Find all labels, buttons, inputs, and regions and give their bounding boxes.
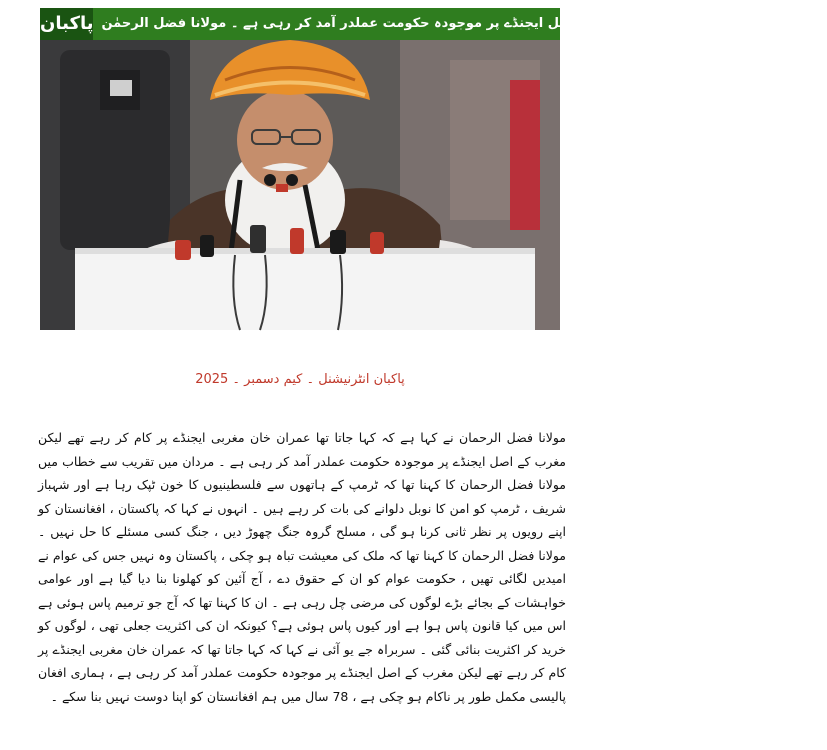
headline-banner (38, 8, 819, 40)
article-body (38, 426, 566, 708)
headline-text: عمران خان کو مغربی ایجنٹ کہتے تھے اصل ایجنڈے پر موجودہ حکومت عملدر آمد کر رہی ہے ۔ مولانا فضل الرحمٰن (101, 16, 819, 31)
brand-label: پاکبان (38, 8, 93, 40)
article-paragraph: مولانا فضل الرحمان نے کہا ہے کہ کہا جاتا تھا عمران خان مغربی ایجنڈے پر کام کر رہے تھے لیکن مغرب کے اصل ایجنڈے پر موجودہ حکومت عملدر آمد کر رہی ہے ۔ مردان میں تقریب سے خطاب میں مولانا فضل الرحمان کا کہنا تھا کہ ٹرمپ کے ہاتھوں سے فلسطینیوں کا خون ٹپک رہا ہے اور شہباز شریف ، ٹرمپ کو امن کا نوبل دلوانے کی بات کر رہے ہیں ۔ انہوں نے کہا کہ پاکستان ، افغانستان کو اپنے رویوں پر نظر ثانی کرنا ہو گی ، مسلح گروہ جنگ چھوڑ دیں ، جنگ کسی مسئلے کا حل نہیں ۔ مولانا فضل الرحمان کا کہنا تھا کہ ملک کی معیشت تباہ ہو چکی ، پاکستان وہ نہیں جس کی عوام نے امیدیں لگائی تھیں ، حکومت عوام کو ان کے حقوق دے ، آج آئین کو کھلونا بنا دیا گیا ہے اور عوامی خواہشات کے بجائے بڑے لوگوں کی مرضی چل رہی ہے ۔ ان کا کہنا تھا کہ آج جو ترمیم پاس ہوئی ہے اس میں کیا قانون پاس ہوا ہے اور کیوں پاس ہوئی ہے؟ کیونکہ ان کی اکثریت جعلی تھی ، لوگوں کو خرید کر اکثریت بنائی گئی ۔ سربراہ جے یو آئی نے کہا کہ کہا جاتا تھا کہ عمران خان مغربی ایجنڈے پر کام کر رہے تھے لیکن مغرب کے اصل ایجنڈے پر موجودہ حکومت عملدر آمد کر رہی ہے ، ہماری افغان پالیسی مکمل طور پر ناکام ہو چکی ہے ، 78 سال میں ہم افغانستان کو اپنا دوست نہیں بنا سکے ۔ (38, 430, 566, 704)
byline: پاکبان انٹرنیشنل ۔ کیم دسمبر ۔ 2025 (195, 372, 405, 387)
news-photo (40, 40, 560, 330)
